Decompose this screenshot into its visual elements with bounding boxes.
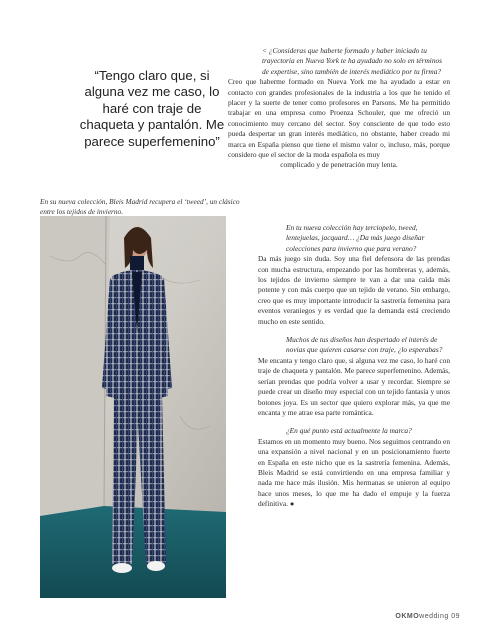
answer (258, 437, 450, 510)
answer-1-body: Creo que haberme formado en Nueva York me ha ayudado a estar en contacto con grandes profesionales de la industria a los que he tenido el placer y la suerte de tener como profesores en Parsons. Me ha permitido trabajar en una empresa como Proenza Schouler, que me ofreció un conocimiento muy cercano del sector. Soy consciente de que todo esto pueda despertar un gran interés mediático, no obstante, haber creado mi marca en España pienso que tiene el mismo valor o, incluso, más, porque considero que el sector de la moda española es muy (228, 77, 450, 160)
fashion-photo (40, 216, 226, 598)
question: Muchos de tus diseños han despertado el interés de novias que quieren casarse con traje, ¿lo esperabas? (286, 335, 443, 355)
photo-caption: En su nueva colección, Bleis Madrid recupera el ‘tweed’, un clásico entre los tejidos de invierno. (40, 197, 240, 216)
answer-1-last-line: complicado y de penetración muy lenta. (280, 160, 398, 170)
qa-item (258, 223, 450, 327)
interview-block-top (228, 46, 450, 171)
answer: Me encanta y tengo claro que, si alguna vez me caso, lo haré con traje de chaqueta y pantalón. Me parece superfemenino. Además, serían prendas que podría volver a usar y recordar. Siempre se puede crear un diseño muy especial con un tejido fantasía y unos botones joya. Es un sector que quiero explorar más, ya que me encanta y me atrae esa parte romántica. (258, 355, 450, 417)
qa-item (258, 335, 450, 418)
page-footer (395, 613, 460, 620)
question-1: < ¿Consideras que haberte formado y haber iniciado tu trayectoria en Nueva York te ha ayudado no solo en términos de expertise, sino también de interés mediático por tu firma? (262, 46, 443, 76)
question: ¿En qué punto está actualmente la marca? (286, 426, 412, 436)
footer-brand: OKMO (395, 613, 420, 620)
pull-quote: “Tengo claro que, si alguna vez me caso, lo haré con traje de chaqueta y pantalón. Me parece superfemenino” (79, 68, 225, 149)
end-mark-icon: ● (287, 499, 295, 509)
interview-block-right (258, 223, 450, 518)
page-number: 09 (451, 613, 460, 620)
answer: Da más juego sin duda. Soy una fiel defensora de las prendas con mucha estructura, empezando por las hombreras y, además, los tejidos de invierno siempre te van a dar una caída más potente y con más cuerpo que un tejido de verano. Sin embargo, creo que es muy importante introducir la sastrería femenina para eventos veraniegos y es verdad que la demanda está creciendo mucho en este sentido. (258, 254, 450, 326)
answer-text: Estamos en un momento muy bueno. Nos seguimos centrando en una expansión a nivel nacional y en un posicionamiento fuerte en España en este nicho que es la sastrería femenina. Además, Bleis Madrid se está convirtiendo en una empresa familiar y nada me hace más ilusión. Mis hermanas se unieron al equipo hace unos meses, lo que me ha dado el empuje y la fuerza definitiva. (258, 436, 450, 509)
question: En tu nueva colección hay terciopelo, tweed, lentejuelas, jacquard… ¿Da más juego diseñar colecciones para invierno que para verano? (286, 223, 425, 253)
qa-item (258, 426, 450, 509)
footer-section: wedding (419, 613, 449, 620)
answer-1 (228, 77, 450, 171)
